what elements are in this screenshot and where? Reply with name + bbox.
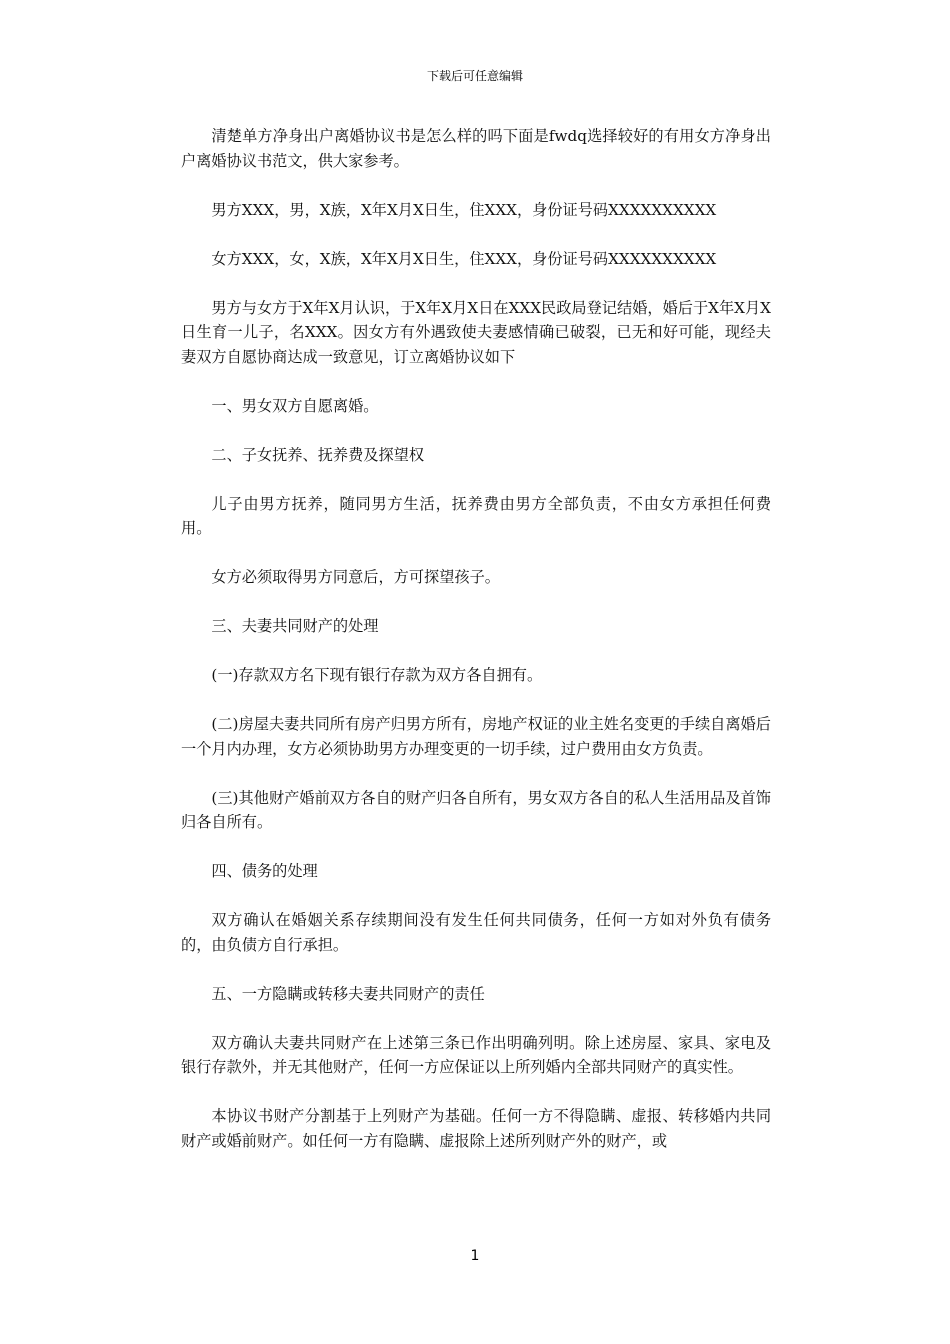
paragraph-female-party: 女方XXX，女，X族，X年X月X日生，住XXX，身份证号码XXXXXXXXXX bbox=[211, 249, 717, 268]
paragraph-concealment: 本协议书财产分割基于上列财产为基础。任何一方不得隐瞒、虚报、转移婚内共同财产或婚前财产。如任何一方有隐瞒、虚报除上述所列财产外的财产，或 bbox=[181, 1107, 771, 1150]
section-heading-3: 三、夫妻共同财产的处理 bbox=[211, 617, 379, 635]
page-number: 1 bbox=[470, 1248, 480, 1264]
section-heading-2: 二、子女抚养、抚养费及探望权 bbox=[211, 445, 425, 464]
section-heading-5: 五、一方隐瞒或转移夫妻共同财产的责任 bbox=[211, 984, 485, 1003]
paragraph-custody: 儿子由男方抚养，随同男方生活，抚养费由男方全部负责，不由女方承担任何费用。 bbox=[181, 494, 771, 537]
page-header: 下载后可任意编辑 bbox=[426, 69, 523, 83]
paragraph-other-property: (三)其他财产婚前双方各自的财产归各自所有，男女双方各自的私人生活用品及首饰归各自所有。 bbox=[181, 788, 771, 831]
section-heading-1: 一、男女双方自愿离婚。 bbox=[211, 396, 379, 415]
paragraph-visitation: 女方必须取得男方同意后，方可探望孩子。 bbox=[211, 568, 500, 586]
section-heading-4: 四、债务的处理 bbox=[211, 862, 318, 880]
paragraph-debts: 双方确认在婚姻关系存续期间没有发生任何共同债务，任何一方如对外负有债务的，由负债方自行承担。 bbox=[181, 911, 771, 954]
paragraph-deposits: (一)存款双方名下现有银行存款为双方各自拥有。 bbox=[211, 666, 543, 684]
paragraph-property-confirmation: 双方确认夫妻共同财产在上述第三条已作出明确列明。除上述房屋、家具、家电及银行存款外，并无其他财产，任何一方应保证以上所列婚内全部共同财产的真实性。 bbox=[181, 1033, 771, 1076]
paragraph-male-party: 男方XXX，男，X族，X年X月X日生，住XXX，身份证号码XXXXXXXXXX bbox=[211, 200, 717, 219]
paragraph-house: (二)房屋夫妻共同所有房产归男方所有，房地产权证的业主姓名变更的手续自离婚后一个月内办理，女方必须协助男方办理变更的一切手续，过户费用由女方负责。 bbox=[181, 715, 771, 758]
document-body bbox=[181, 124, 771, 1178]
paragraph-background: 男方与女方于X年X月认识，于X年X月X日在XXX民政局登记结婚，婚后于X年X月X日生育一儿子，名XXX。因女方有外遇致使夫妻感情确已破裂，已无和好可能，现经夫妻双方自愿协商达成一致意见，订立离婚协议如下 bbox=[181, 298, 771, 366]
paragraph-intro: 清楚单方净身出户离婚协议书是怎么样的吗下面是fwdq选择较好的有用女方净身出户离婚协议书范文，供大家参考。 bbox=[181, 127, 771, 170]
